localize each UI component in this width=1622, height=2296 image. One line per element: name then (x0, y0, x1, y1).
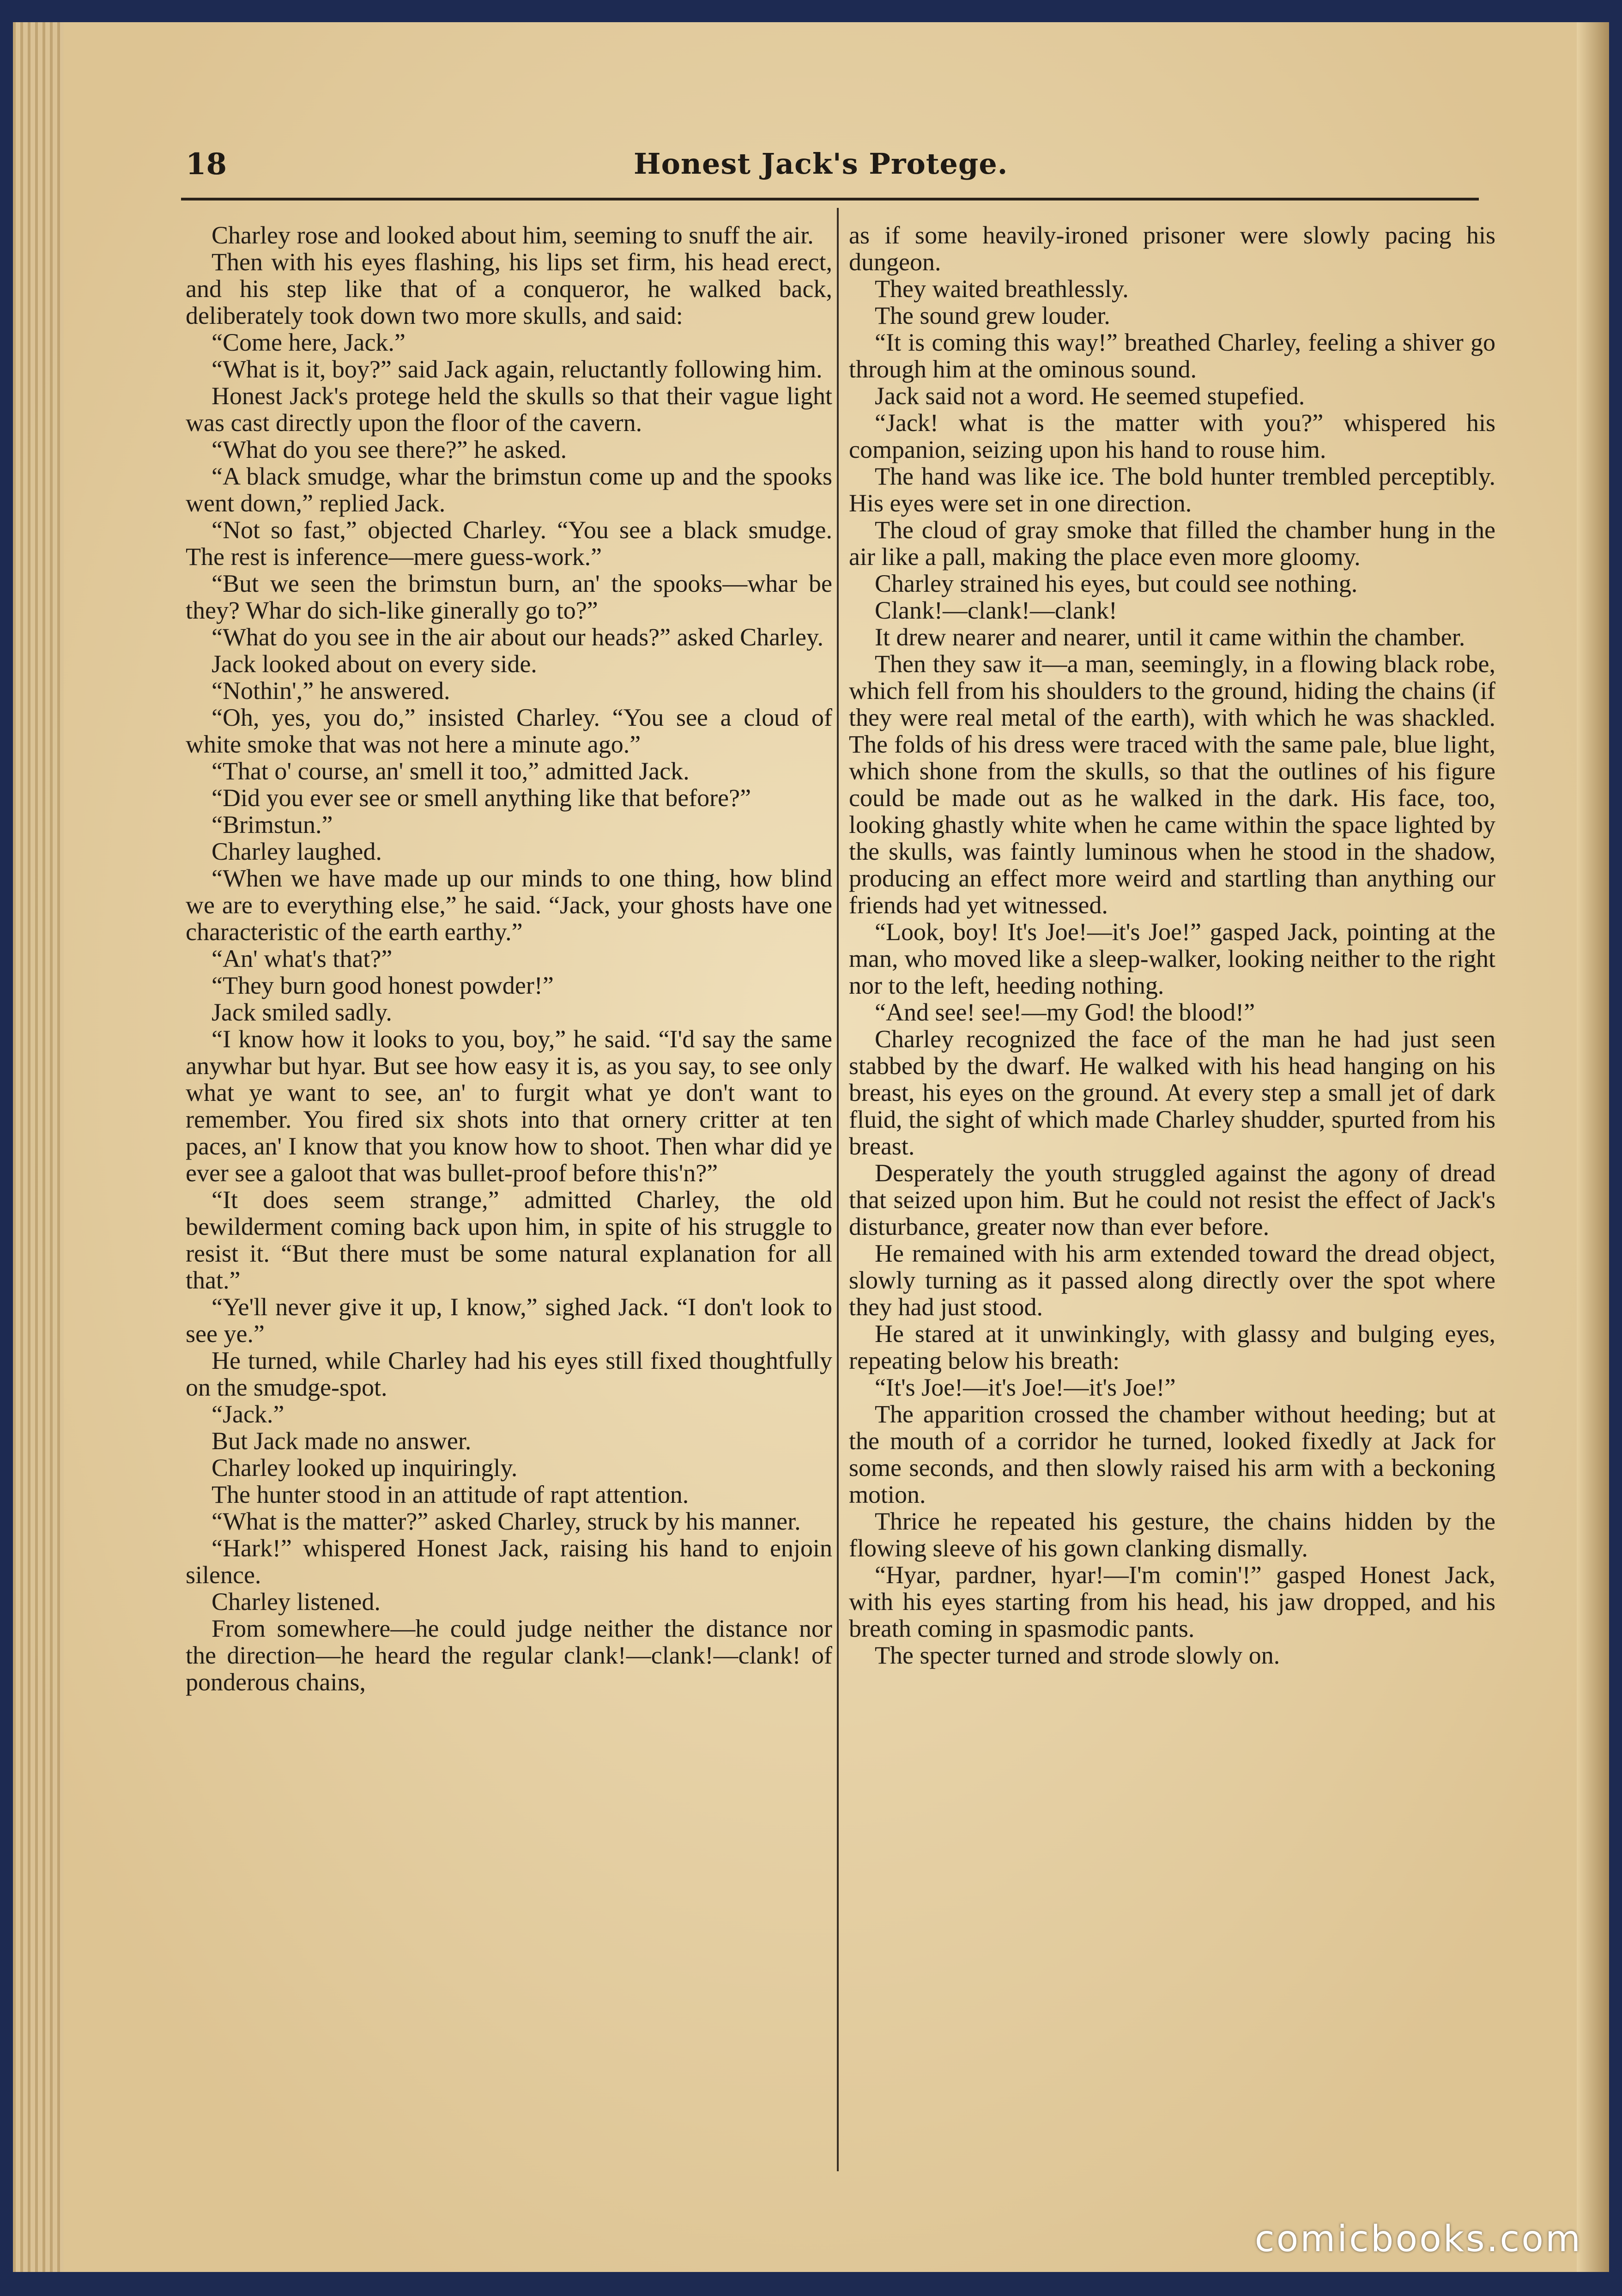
paragraph: “What is the matter?” asked Charley, struck by his manner. (212, 1507, 801, 1535)
paragraph: “It's Joe!—it's Joe!—it's Joe!” (875, 1373, 1176, 1401)
paragraph: “Oh, yes, you do,” insisted Charley. “You see a cloud of white smoke that was not here a minute ago.” (186, 704, 832, 758)
paragraph: The hand was like ice. The bold hunter trembled perceptibly. His eyes were set in one direction. (849, 462, 1495, 517)
paragraph: “Brimstun.” (212, 811, 333, 838)
paragraph: “Ye'll never give it up, I know,” sighed Jack. “I don't look to see ye.” (186, 1293, 832, 1348)
paragraph: He turned, while Charley had his eyes still fixed thoughtfully on the smudge-spot. (186, 1347, 832, 1401)
paragraph: The specter turned and strode slowly on. (875, 1641, 1280, 1669)
paragraph: “Jack! what is the matter with you?” whispered his companion, seizing upon his hand to rouse him. (849, 409, 1495, 463)
paragraph: The hunter stood in an attitude of rapt attention. (212, 1481, 689, 1508)
paragraph: He stared at it unwinkingly, with glassy and bulging eyes, repeating below his breath: (849, 1320, 1495, 1374)
right-column (849, 222, 1495, 1669)
paragraph: “Come here, Jack.” (212, 328, 406, 356)
binding-spine (1577, 22, 1609, 2272)
paragraph: “What is it, boy?” said Jack again, reluctantly following him. (212, 355, 823, 383)
paragraph: “What do you see in the air about our heads?” asked Charley. (212, 623, 824, 651)
paragraph: The cloud of gray smoke that filled the chamber hung in the air like a pall, making the place even more gloomy. (849, 516, 1495, 571)
paragraph: He remained with his arm extended toward the dread object, slowly turning as it passed along directly over the spot where they had just stood. (849, 1239, 1495, 1321)
paragraph: “And see! see!—my God! the blood!” (875, 998, 1255, 1026)
paragraph: Charley strained his eyes, but could see nothing. (875, 570, 1358, 597)
paragraph: Honest Jack's protege held the skulls so that their vague light was cast directly upon the floor of the cavern. (186, 382, 832, 437)
paragraph: “Hyar, pardner, hyar!—I'm comin'!” gasped Honest Jack, with his eyes starting from his head, his jaw dropped, and his breath coming in spasmodic pants. (849, 1561, 1495, 1642)
paragraph: “It is coming this way!” breathed Charley, feeling a shiver go through him at the ominous sound. (849, 328, 1495, 383)
paragraph: “Jack.” (212, 1400, 284, 1428)
running-title: Honest Jack's Protege. (634, 147, 1008, 181)
paragraph: Then with his eyes flashing, his lips set firm, his head erect, and his step like that of a conqueror, he walked back, deliberately took down two more skulls, and said: (186, 248, 832, 329)
paragraph: Charley rose and looked about him, seeming to snuff the air. (212, 221, 814, 249)
paragraph: They waited breathlessly. (875, 275, 1129, 303)
paragraph: Jack looked about on every side. (212, 650, 537, 678)
page-number: 18 (186, 147, 227, 182)
paragraph: Then they saw it—a man, seemingly, in a flowing black robe, which fell from his shoulders to the ground, hiding the chains (if they were real metal of the earth), with which he was shackled. The folds of his dress were traced with the same pale, blue light, which shone from the skulls, so that the outlines of his figure could be made out as he walked in the dark. His face, too, looking ghastly white when he came within the space lighted by the skulls, was faintly luminous when he stood in the shadow, producing an effect more weird and startling than anything our friends had yet witnessed. (849, 650, 1495, 919)
paragraph: Charley laughed. (212, 838, 382, 865)
paragraph: “What do you see there?” he asked. (212, 436, 567, 463)
paragraph: Charley recognized the face of the man he had just seen stabbed by the dwarf. He walked with his head hanging on his breast, his eyes on the ground. At every step a small jet of dark fluid, the sight of which made Charley shudder, spurted from his breast. (849, 1025, 1495, 1160)
paragraph: “It does seem strange,” admitted Charley, the old bewilderment coming back upon him, in spite of his struggle to resist it. “But there must be some natural explanation for all that.” (186, 1186, 832, 1294)
column-divider (837, 208, 839, 2171)
paragraph: Thrice he repeated his gesture, the chains hidden by the flowing sleeve of his gown clanking dismally. (849, 1507, 1495, 1562)
paragraph: “When we have made up our minds to one thing, how blind we are to everything else,” he said. “Jack, your ghosts have one characteristic of the earth earthy.” (186, 864, 832, 946)
paragraph: Clank!—clank!—clank! (875, 596, 1117, 624)
left-column (186, 222, 832, 1695)
paragraph: Jack said not a word. He seemed stupefied. (875, 382, 1305, 410)
paragraph: “I know how it looks to you, boy,” he said. “I'd say the same anywhar but hyar. But see how easy it is, as you say, to see only what ye want to see, an' to furgit what ye don't want to remember. You fired six shots into that ornery critter at ten paces, an' I know that you know how to shoot. Then whar did ye ever see a galoot that was bullet-proof before this'n?” (186, 1025, 832, 1187)
paragraph: It drew nearer and nearer, until it came within the chamber. (875, 623, 1465, 651)
paragraph: “Hark!” whispered Honest Jack, raising his hand to enjoin silence. (186, 1534, 832, 1589)
paragraph: “Nothin',” he answered. (212, 677, 450, 705)
paragraph: “But we seen the brimstun burn, an' the spooks—whar be they? Whar do sich-like ginerally go to?” (186, 570, 832, 624)
paragraph: From somewhere—he could judge neither the distance nor the direction—he heard the regular clank!—clank!—clank! of ponderous chains, (186, 1615, 832, 1696)
paragraph: The apparition crossed the chamber without heeding; but at the mouth of a corridor he turned, looked fixedly at Jack for some seconds, and then slowly raised his arm with a beckoning motion. (849, 1400, 1495, 1508)
paragraph: “They burn good honest powder!” (212, 972, 554, 999)
header-rule (181, 198, 1479, 200)
page-edges (13, 22, 64, 2272)
paragraph: “Did you ever see or smell anything like that before?” (212, 784, 751, 812)
watermark: comicbooks.com (1254, 2218, 1582, 2260)
paragraph-continuation: as if some heavily-ironed prisoner were slowly pacing his dungeon. (849, 221, 1495, 276)
paragraph: “Not so fast,” objected Charley. “You see a black smudge. The rest is inference—mere guess-work.” (186, 516, 832, 571)
paragraph: Desperately the youth struggled against the agony of dread that seized upon him. But he could not resist the effect of Jack's disturbance, greater now than ever before. (849, 1159, 1495, 1240)
paragraph: But Jack made no answer. (212, 1427, 472, 1455)
paragraph: “A black smudge, whar the brimstun come up and the spooks went down,” replied Jack. (186, 462, 832, 517)
paragraph: The sound grew louder. (875, 302, 1110, 329)
paragraph: “An' what's that?” (212, 945, 393, 972)
paragraph: Charley looked up inquiringly. (212, 1454, 518, 1482)
paragraph: “Look, boy! It's Joe!—it's Joe!” gasped Jack, pointing at the man, who moved like a sleep-walker, looking neither to the right nor to the left, heeding nothing. (849, 918, 1495, 999)
paragraph: Jack smiled sadly. (212, 998, 392, 1026)
paragraph: Charley listened. (212, 1588, 381, 1616)
page-header (181, 139, 1479, 189)
paragraph: “That o' course, an' smell it too,” admitted Jack. (212, 757, 690, 785)
